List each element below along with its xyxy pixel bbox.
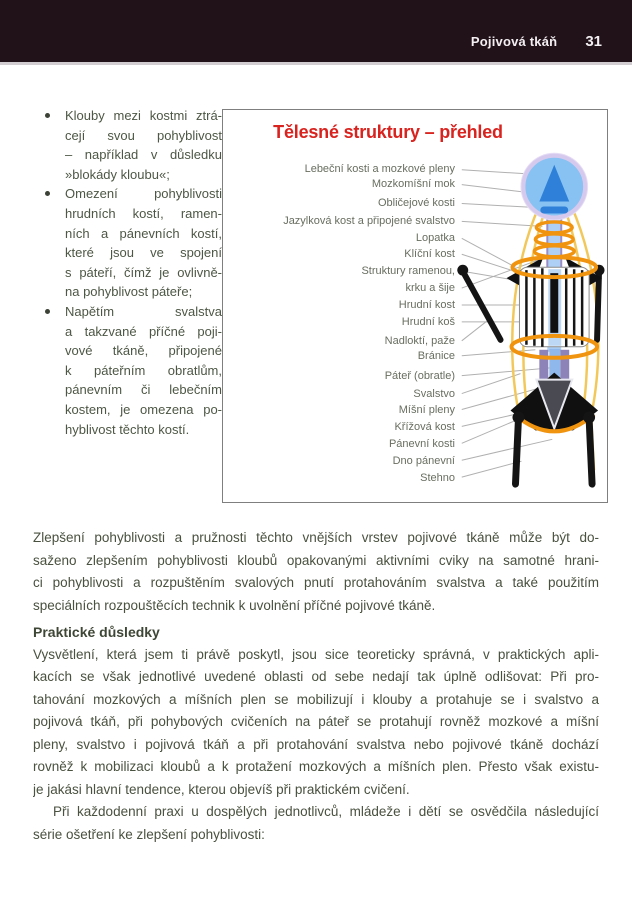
figure-label: Lebeční kosti a mozkové pleny [304,163,455,175]
figure-label: Svalstvo [413,388,455,400]
paragraph-line: série ošetření ke zlepšení pohyblivosti: [33,826,265,842]
paragraph-line: Zlepšení pohyblivosti a pružnosti těchto vnějších vrstev pojivové tkáně může být do- [33,530,599,545]
bullet-line: s páteří, čímž je ovlivně- [65,264,222,280]
bullet-line: a takzvané příčné poji- [65,323,222,339]
figure-label: Obličejové kosti [377,197,455,209]
figure-label: Lopatka [415,232,455,244]
bullet-line: Napětím svalstva [65,303,222,319]
bullet-line: hrudních kostí, ramen- [65,205,222,221]
running-head [471,33,602,50]
figure-label: Míšní pleny [398,404,455,416]
section-heading: Praktické důsledky [33,624,160,640]
bullet-list [38,106,222,439]
figure-label: Křížová kost [394,421,455,433]
figure-label: Bránice [417,350,455,362]
page-number: 31 [585,33,602,50]
paragraph-line: ci pohyblivosti a rozpuštěním svalových pnutí protahováním svalstva a také použitím [33,575,599,590]
bullet-line: – například v důsledku [65,147,222,163]
bullet-line: cejí svou pohyblivost [65,127,222,143]
figure-label: Dno pánevní [392,455,455,467]
figure-label: Jazylková kost a připojené svalstvo [283,215,455,227]
figure-label: Hrudní kost [398,299,455,311]
bullet-line: pánevním či lebečním [65,382,222,398]
page-header [0,0,632,65]
bullet-line: k páteřním obratlům, [65,362,222,378]
bullet-icon [45,309,50,314]
list-item [38,106,222,184]
paragraph-line: pojivová tkáň, při pohybových cvičeních na páteř se protahují rovněž mozkové a míšní [33,714,599,729]
body-text [33,527,599,846]
figure-box [222,109,608,503]
figure-label: Páteř (obratle) [384,370,455,382]
bullet-line: kostem, je omezena po- [65,401,222,417]
bullet-line: hyblivost těchto kostí. [65,421,190,437]
paragraph-line: je jakási hlavní tendence, kterou objevíš při praktickém cvičení. [33,781,410,797]
list-item [38,302,222,439]
bullet-line: vové tkáně, připojené [65,343,222,359]
figure-label: Stehno [420,472,455,484]
figure-label: Klíční kost [404,248,455,260]
list-item [38,184,222,302]
figure-label: krku a šije [405,282,455,294]
paragraph-line: pleny, svalstvo i pojivová tkáň a při protahování svalstva nebo pojivové tkáně dochází [33,736,599,752]
figure-title: Tělesné struktury – přehled [273,122,503,142]
paragraph-line: tahování mozkových a míšních plen se mobilizují i klouby a protahuje se i svalstvo a [33,691,599,707]
figure-label: Hrudní koš [401,316,455,328]
bullet-line: které jsou ve spojení [65,245,222,261]
paragraph-line: saženo zlepšením pohyblivosti kloubů opakovanými aktivními cviky na samotné hrani- [33,552,599,568]
ribcage-shape [511,257,597,357]
paragraph-line: rovněž k mobilizaci kloubů a k protažení mozkových a míšních plen. Přesto však existu- [33,759,599,774]
section-title: Pojivová tkáň [470,34,558,49]
head-shape [520,153,588,221]
bullet-line: Omezení pohyblivosti [65,186,222,202]
bullet-line: na pohyblivost páteře; [65,284,193,300]
figure-label: Struktury ramenou, [361,265,455,277]
paragraph-line: speciálních rozpouštěcích technik k uvolnění příčné pojivové tkáně. [33,597,436,613]
paragraph-line: Vysvětlení, která jsem ti právě poskytl, jsou sice teoreticky správná, v praktických apli- [33,646,599,662]
figure-label: Mozkomíšní mok [371,178,455,190]
figure-label: Nadloktí, paže [384,335,455,347]
bullet-line: Klouby mezi kostmi ztrá- [65,108,222,123]
bullet-icon [45,191,50,196]
bullet-line: ních a pánevních kostí, [65,225,222,241]
paragraph-line: Při každodenní praxi u dospělých jednotlivců, mládeže i dětí se osvědčila následující [53,804,599,819]
bullet-line: »blokády kloubu«; [65,166,170,182]
bullet-icon [45,113,50,118]
paragraph-line: kacích se však jednotlivé uvedené oblasti od sebe nedají tak úplně odlišovat: Při pro- [33,669,599,684]
figure-label: Pánevní kosti [388,438,455,450]
